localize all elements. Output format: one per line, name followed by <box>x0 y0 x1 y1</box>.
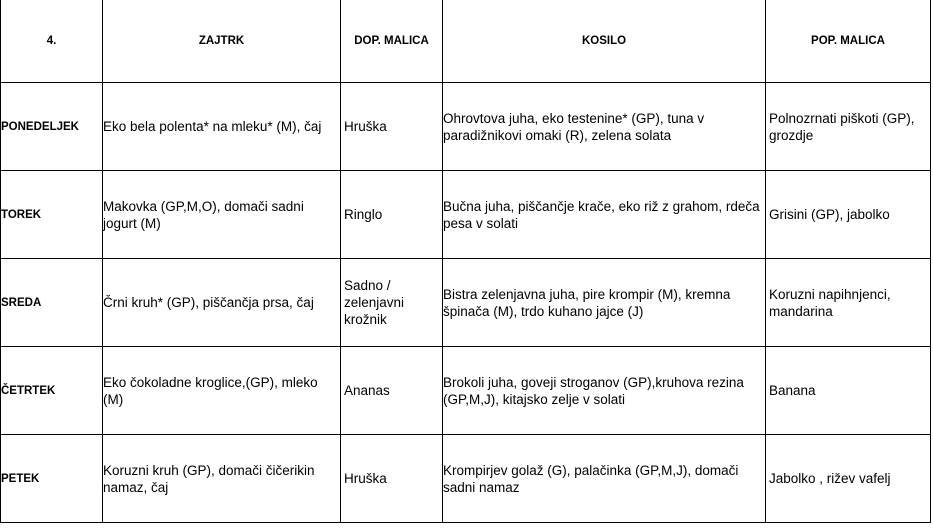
day-label: TOREK <box>1 171 103 259</box>
week-number-header: 4. <box>1 0 103 83</box>
zajtrk-cell: Koruzni kruh (GP), domači čičerikin namaz, čaj <box>103 435 341 523</box>
dop-malica-cell: Hruška <box>341 83 443 171</box>
kosilo-cell: Krompirjev golaž (G), palačinka (GP,M,J), domači sadni namaz <box>443 435 766 523</box>
day-label: ČETRTEK <box>1 347 103 435</box>
header-row <box>1 0 931 83</box>
day-label: PETEK <box>1 435 103 523</box>
table-row <box>1 171 931 259</box>
dop-malica-cell: Ringlo <box>341 171 443 259</box>
day-label: PONEDELJEK <box>1 83 103 171</box>
day-label: SREDA <box>1 259 103 347</box>
dop-malica-cell: Ananas <box>341 347 443 435</box>
zajtrk-cell: Črni kruh* (GP), piščančja prsa, čaj <box>103 259 341 347</box>
kosilo-cell: Ohrovtova juha, eko testenine* (GP), tuna v paradižnikovi omaki (R), zelena solata <box>443 83 766 171</box>
dop-malica-cell: Sadno / zelenjavni krožnik <box>341 259 443 347</box>
table-row <box>1 83 931 171</box>
kosilo-header: KOSILO <box>443 0 766 83</box>
dop-malica-cell: Hruška <box>341 435 443 523</box>
pop-malica-cell: Polnozrnati piškoti (GP), grozdje <box>766 83 931 171</box>
pop-malica-header: POP. MALICA <box>766 0 931 83</box>
kosilo-cell: Bučna juha, piščančje krače, eko riž z grahom, rdeča pesa v solati <box>443 171 766 259</box>
zajtrk-header: ZAJTRK <box>103 0 341 83</box>
table-row <box>1 347 931 435</box>
kosilo-cell: Brokoli juha, goveji stroganov (GP),kruhova rezina (GP,M,J), kitajsko zelje v solati <box>443 347 766 435</box>
dop-malica-header: DOP. MALICA <box>341 0 443 83</box>
pop-malica-cell: Koruzni napihnjenci, mandarina <box>766 259 931 347</box>
kosilo-cell: Bistra zelenjavna juha, pire krompir (M), kremna špinača (M), trdo kuhano jajce (J) <box>443 259 766 347</box>
zajtrk-cell: Eko čokoladne kroglice,(GP), mleko (M) <box>103 347 341 435</box>
pop-malica-cell: Banana <box>766 347 931 435</box>
zajtrk-cell: Makovka (GP,M,O), domači sadni jogurt (M) <box>103 171 341 259</box>
pop-malica-cell: Jabolko , rižev vafelj <box>766 435 931 523</box>
table-row <box>1 259 931 347</box>
table-row <box>1 435 931 523</box>
pop-malica-cell: Grisini (GP), jabolko <box>766 171 931 259</box>
zajtrk-cell: Eko bela polenta* na mleku* (M), čaj <box>103 83 341 171</box>
